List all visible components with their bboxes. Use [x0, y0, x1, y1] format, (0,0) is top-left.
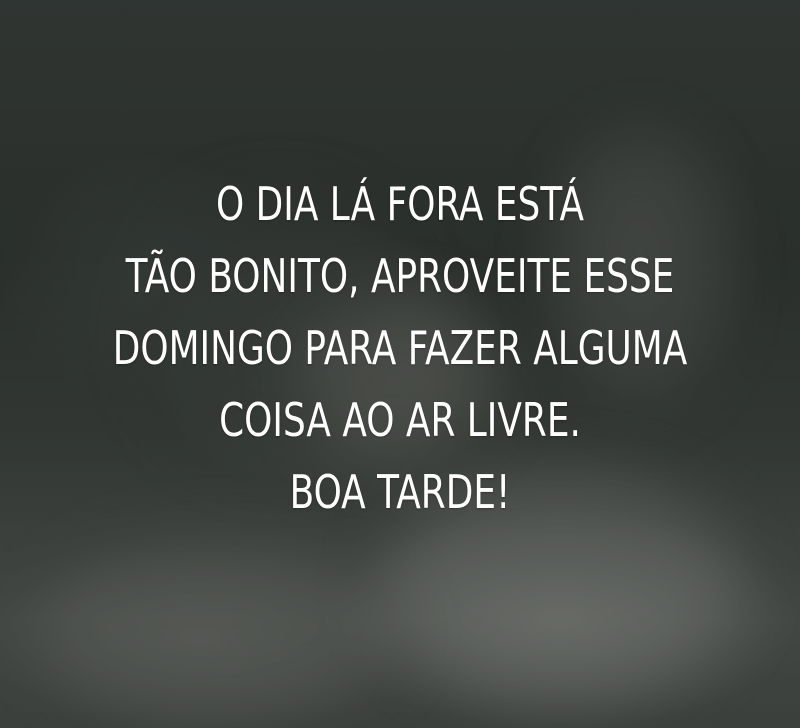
- quote-text: [88, 168, 712, 528]
- quote-line-3: DOMINGO PARA FAZER ALGUMA: [112, 321, 688, 375]
- quote-line-4: COISA AO AR LIVRE.: [219, 393, 581, 447]
- quote-line-5: BOA TARDE!: [289, 465, 511, 519]
- quote-line-1: O DIA LÁ FORA ESTÁ: [215, 177, 584, 231]
- quote-line-2: TÃO BONITO, APROVEITE ESSE: [125, 249, 675, 303]
